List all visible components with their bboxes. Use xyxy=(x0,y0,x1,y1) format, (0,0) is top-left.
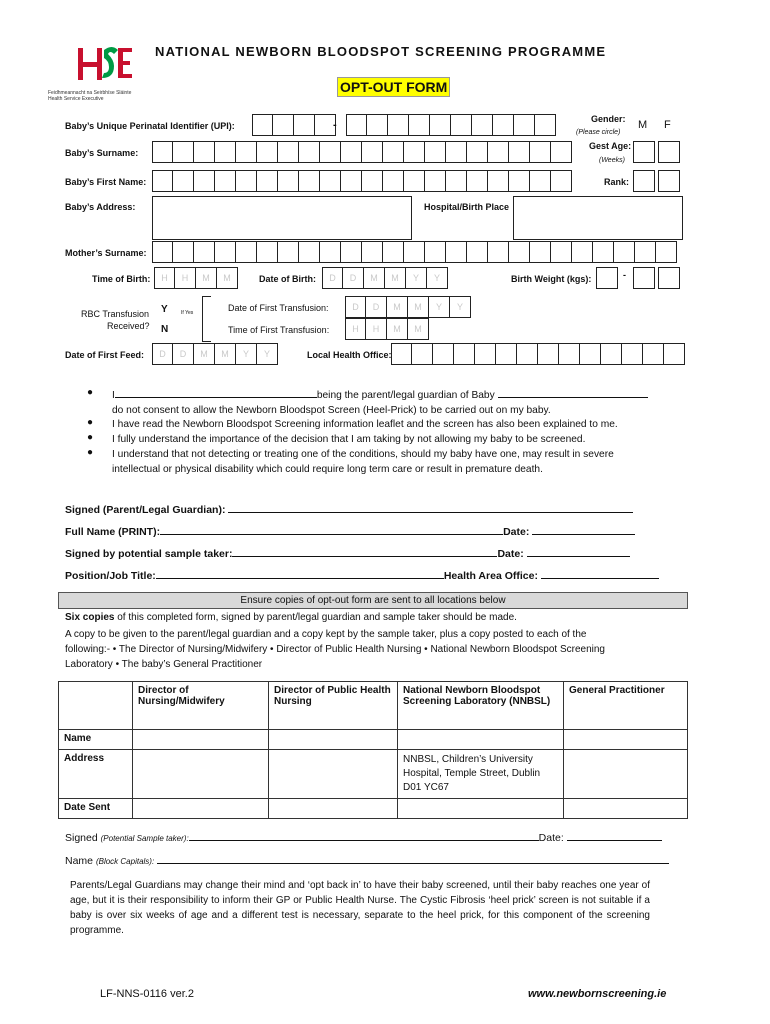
upi-boxes-left[interactable] xyxy=(252,114,336,138)
statement-1: I being the parent/legal guardian of Baby do not consent to allow the Newborn Bloodspot Screen (Heel-Prick) to be carried out on my baby. xyxy=(112,387,702,418)
dob-label: Date of Birth: xyxy=(259,274,316,284)
cell-date-2[interactable] xyxy=(269,799,398,819)
signed-parent-row: Signed (Parent/Legal Guardian): xyxy=(65,502,633,516)
cell-name-2[interactable] xyxy=(269,730,398,750)
first-feed-boxes[interactable]: D D M M Y Y xyxy=(152,343,278,367)
statement-2: I have read the Newborn Bloodspot Screening information leaflet and the screen has also been explained to me. xyxy=(112,419,618,430)
rank-label: Rank: xyxy=(604,177,630,187)
footer-signed-line[interactable] xyxy=(189,830,539,841)
hao-line[interactable] xyxy=(541,568,659,579)
bullet-2: ● xyxy=(87,417,94,428)
rbc-label-1: RBC Transfusion xyxy=(81,309,150,319)
upi-dash: - xyxy=(333,119,337,131)
sample-taker-date-line[interactable] xyxy=(527,546,630,557)
rbc-no[interactable]: N xyxy=(161,324,169,335)
cell-address-2[interactable] xyxy=(269,750,398,799)
cell-date-1[interactable] xyxy=(133,799,269,819)
baby-name-line[interactable] xyxy=(498,387,648,398)
upi-label: Baby’s Unique Perinatal Identifier (UPI): xyxy=(65,121,235,131)
cell-name-4[interactable] xyxy=(564,730,688,750)
bullet-4: ● xyxy=(87,447,94,458)
if-yes-bracket xyxy=(202,296,211,342)
lho-boxes[interactable] xyxy=(391,343,685,367)
cell-address-1[interactable] xyxy=(133,750,269,799)
gender-label: Gender: xyxy=(591,114,626,124)
first-feed-label: Date of First Feed: xyxy=(65,350,145,360)
cell-name-1[interactable] xyxy=(133,730,269,750)
first-name-boxes[interactable] xyxy=(152,170,572,194)
rank-box-2[interactable] xyxy=(658,170,680,192)
full-name-date-line[interactable] xyxy=(532,524,635,535)
page-title: NATIONAL NEWBORN BLOODSPOT SCREENING PROGRAMME xyxy=(155,44,607,59)
weight-box-2[interactable] xyxy=(633,267,655,289)
weight-box-3[interactable] xyxy=(658,267,680,289)
bullet-1: ● xyxy=(87,387,94,398)
first-transfusion-time-boxes[interactable]: H H M M xyxy=(345,318,429,342)
time-of-birth-label: Time of Birth: xyxy=(92,274,151,284)
if-yes-note: If Yes xyxy=(181,310,194,316)
gender-m[interactable]: M xyxy=(638,119,648,131)
time-of-birth-boxes[interactable]: H H M M xyxy=(154,267,238,291)
hse-logo-icon xyxy=(48,44,134,84)
hse-logo xyxy=(48,44,138,102)
row-date-label: Date Sent xyxy=(59,799,133,819)
hospital-box[interactable] xyxy=(513,196,683,240)
weight-box-1[interactable] xyxy=(596,267,618,289)
surname-boxes[interactable] xyxy=(152,141,572,165)
copies-banner: Ensure copies of opt-out form are sent to all locations below xyxy=(58,592,688,609)
copies-paragraph: A copy to be given to the parent/legal guardian and a copy kept by the sample taker, plus a copy posted to each of the following:- • The Director of Nursing/Midwifery • Director of Public Health Nursing • National Newborn Bloodspot Screening Laboratory • The baby’s General Practitioner xyxy=(65,629,605,670)
sample-taker-row: Signed by potential sample taker: Date: xyxy=(65,546,630,560)
opt-back-in-notice: Parents/Legal Guardians may change their mind and ‘opt back in’ to have their baby screened, until their baby reaches one year of age, but it is their responsibility to inform their GP or Public Health Nurse. The Cystic Fibrosis ‘heel prick’ screen is not suitable if a baby is over six weeks of age and a different test is necessary, separate to the heel prick, for this component of the screening programme. xyxy=(70,880,650,936)
signed-parent-line[interactable] xyxy=(228,502,633,513)
lho-label: Local Health Office: xyxy=(307,350,392,360)
mother-surname-boxes[interactable] xyxy=(152,241,677,265)
gest-note: (Weeks) xyxy=(599,157,625,164)
gest-box-1[interactable] xyxy=(633,141,655,163)
footer-date-line[interactable] xyxy=(567,830,662,841)
position-row: Position/Job Title: Health Area Office: xyxy=(65,568,659,582)
gest-box-2[interactable] xyxy=(658,141,680,163)
gest-label: Gest Age: xyxy=(589,141,632,151)
first-transfusion-date-boxes[interactable]: D D M M Y Y xyxy=(345,296,471,320)
gender-note: (Please circle) xyxy=(576,129,621,136)
row-name-label: Name xyxy=(59,730,133,750)
full-name-line[interactable] xyxy=(160,524,503,535)
dob-boxes[interactable]: D D M M Y Y xyxy=(322,267,448,291)
website-url[interactable]: www.newbornscreening.ie xyxy=(528,988,667,1000)
footer-name-row: Name (Block Capitals): xyxy=(65,853,669,867)
mother-surname-label: Mother’s Surname: xyxy=(65,248,147,258)
header-gp: General Practitioner xyxy=(564,682,688,730)
position-line[interactable] xyxy=(156,568,444,579)
hospital-label: Hospital/Birth Place xyxy=(424,202,510,212)
row-address-label: Address xyxy=(59,750,133,799)
bullet-3: ● xyxy=(87,432,94,443)
form-reference: LF-NNS-0116 ver.2 xyxy=(100,988,194,1000)
weight-dash: - xyxy=(623,270,626,280)
first-transfusion-time-label: Time of First Transfusion: xyxy=(228,325,330,335)
statement-3: I fully understand the importance of the decision that I am taking by not allowing my baby to be screened. xyxy=(112,434,586,445)
rbc-yes[interactable]: Y xyxy=(161,304,168,315)
cell-address-nnbsl: NNBSL, Children’s University Hospital, Temple Street, Dublin D01 YC67 xyxy=(398,750,564,799)
header-nnbsl: National Newborn Bloodspot Screening Laboratory (NNBSL) xyxy=(398,682,564,730)
form-title: OPT-OUT FORM xyxy=(337,77,450,97)
address-label: Baby’s Address: xyxy=(65,202,136,212)
first-name-label: Baby’s First Name: xyxy=(65,177,147,187)
header-director-nursing: Director of Nursing/Midwifery xyxy=(133,682,269,730)
full-name-row: Full Name (PRINT): Date: xyxy=(65,524,635,538)
statement-4: I understand that not detecting or treating one of the conditions, should my baby have one, may result in severe intellectual or physical disability which could require long term care or result in premature death. xyxy=(112,449,614,475)
cell-date-4[interactable] xyxy=(564,799,688,819)
address-box[interactable] xyxy=(152,196,412,240)
rank-box-1[interactable] xyxy=(633,170,655,192)
sample-taker-line[interactable] xyxy=(232,546,497,557)
cell-address-4[interactable] xyxy=(564,750,688,799)
footer-name-line[interactable] xyxy=(157,853,669,864)
rbc-label-2: Received? xyxy=(107,321,150,331)
hse-logo-subtitle: Feidhmeannacht na Seirbhíse Sláinte Health Service Executive xyxy=(48,90,132,102)
header-public-health: Director of Public Health Nursing xyxy=(269,682,398,730)
first-transfusion-date-label: Date of First Transfusion: xyxy=(228,303,329,313)
parent-name-line[interactable] xyxy=(115,387,317,398)
distribution-table xyxy=(58,681,688,819)
cell-name-3[interactable] xyxy=(398,730,564,750)
footer-signed-row: Signed (Potential Sample taker): Date: xyxy=(65,830,662,844)
surname-label: Baby’s Surname: xyxy=(65,148,139,158)
upi-boxes-right[interactable] xyxy=(346,114,556,138)
six-copies-text: Six copies of this completed form, signed by parent/legal guardian and sample taker should be made. xyxy=(65,612,517,623)
gender-f[interactable]: F xyxy=(664,119,671,131)
cell-date-3[interactable] xyxy=(398,799,564,819)
birth-weight-label: Birth Weight (kgs): xyxy=(511,274,592,284)
